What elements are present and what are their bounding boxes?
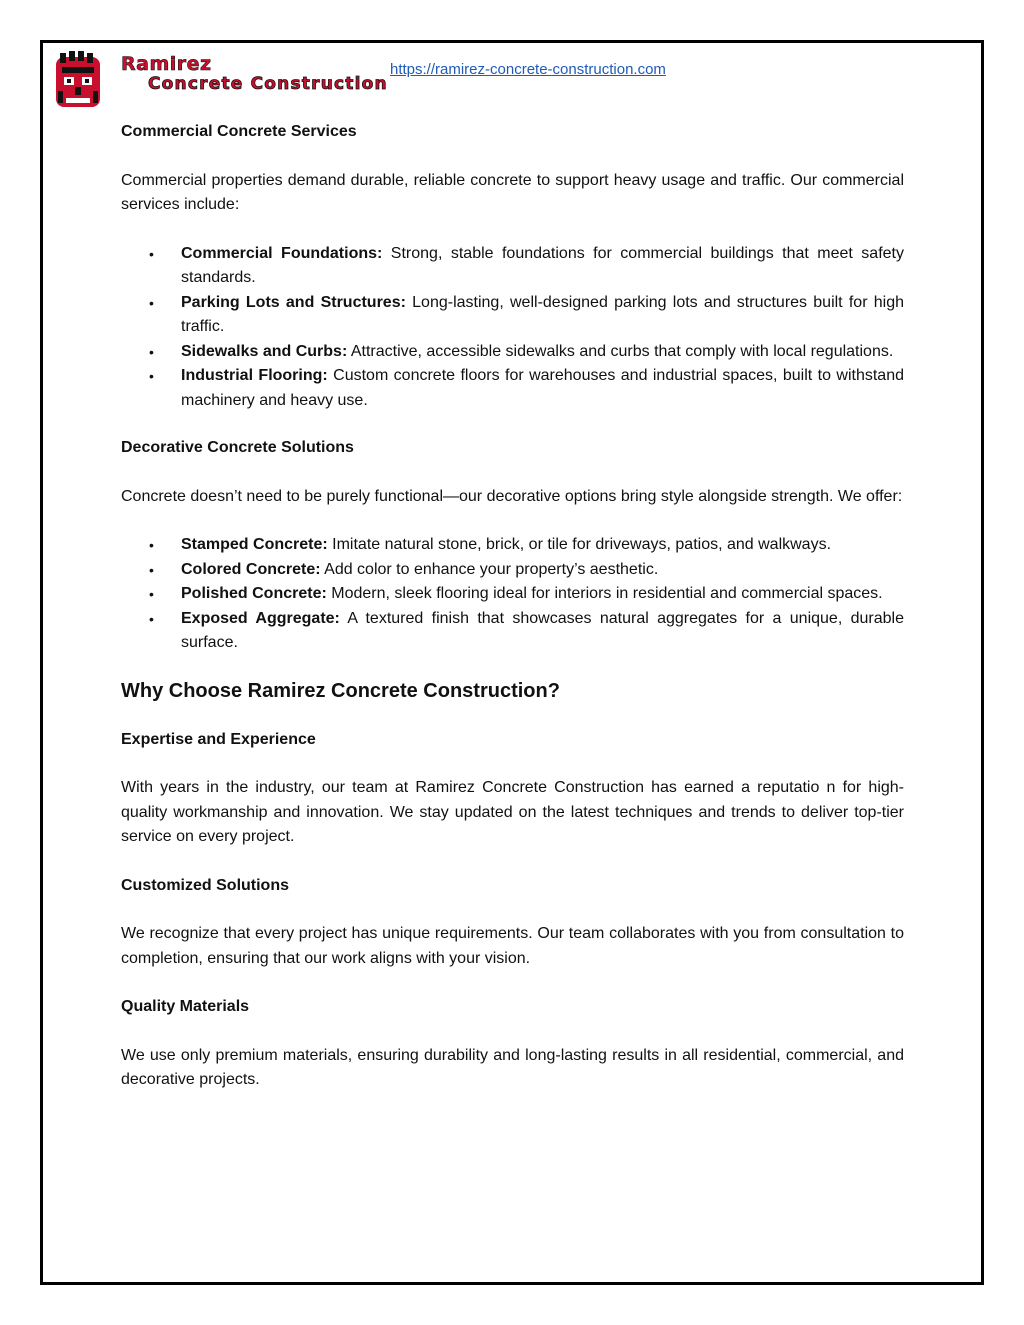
quality-text: We use only premium materials, ensuring durability and long-lasting results in all residential, commercial, and decorative projects. xyxy=(121,1046,904,1088)
bullet-icon: • xyxy=(149,586,154,602)
bullet-icon: • xyxy=(149,561,154,578)
list-item: • Colored Concrete: Add color to enhance your property’s aesthetic. xyxy=(121,558,904,583)
list-item: • Sidewalks and Curbs: Attractive, accessible sidewalks and curbs that comply with local regulations. xyxy=(121,340,904,365)
brand-line-2: Concrete Construction xyxy=(148,74,388,94)
bullet-icon: • xyxy=(149,245,154,262)
commercial-intro: Commercial properties demand durable, reliable concrete to support heavy usage and traffic. Our commercial services include: xyxy=(121,171,904,213)
decorative-list xyxy=(121,533,904,656)
decorative-intro: Concrete doesn’t need to be purely functional—our decorative options bring style alongside strength. We offer: xyxy=(121,487,903,505)
customized-text: We recognize that every project has unique requirements. Our team collaborates with you from consultation to completion, ensuring that our work aligns with your vision. xyxy=(121,925,904,967)
list-item: • Polished Concrete: Modern, sleek flooring ideal for interiors in residential and commercial spaces. xyxy=(121,582,904,607)
list-item: • Industrial Flooring: Custom concrete floors for warehouses and industrial spaces, built to withstand machinery and heavy use. xyxy=(121,364,904,413)
bullet-icon: • xyxy=(149,610,154,627)
bullet-icon: • xyxy=(149,294,154,311)
list-item: • Commercial Foundations: Strong, stable foundations for commercial buildings that meet safety standards. xyxy=(121,242,904,291)
document-body xyxy=(121,120,904,1093)
expertise-text: With years in the industry, our team at Ramirez Concrete Construction has earned a reputatio n for high-quality workmanship and innovation. We stay updated on the latest techniques and trends to deliver top-tier service on every project. xyxy=(121,779,904,845)
expertise-heading: Expertise and Experience xyxy=(121,730,316,748)
customized-heading: Customized Solutions xyxy=(121,876,289,894)
bullet-icon: • xyxy=(149,343,154,360)
list-item: • Parking Lots and Structures: Long-lasting, well-designed parking lots and structures built for high traffic. xyxy=(121,291,904,340)
list-item: • Stamped Concrete: Imitate natural stone, brick, or tile for driveways, patios, and walkways. xyxy=(121,533,904,558)
commercial-heading: Commercial Concrete Services xyxy=(121,123,357,140)
list-item: • Exposed Aggregate: A textured finish that showcases natural aggregates for a unique, durable surface. xyxy=(121,607,904,656)
aztec-logo-icon xyxy=(54,51,102,109)
commercial-list xyxy=(121,242,904,414)
brand-line-1: Ramirez xyxy=(121,53,212,75)
website-link[interactable]: https://ramirez-concrete-construction.com xyxy=(390,61,666,78)
bullet-icon: • xyxy=(149,368,154,384)
why-choose-heading: Why Choose Ramirez Concrete Construction? xyxy=(121,679,560,702)
decorative-heading: Decorative Concrete Solutions xyxy=(121,439,354,456)
bullet-icon: • xyxy=(149,537,154,553)
quality-heading: Quality Materials xyxy=(121,998,250,1015)
brand-logotype xyxy=(121,54,388,94)
